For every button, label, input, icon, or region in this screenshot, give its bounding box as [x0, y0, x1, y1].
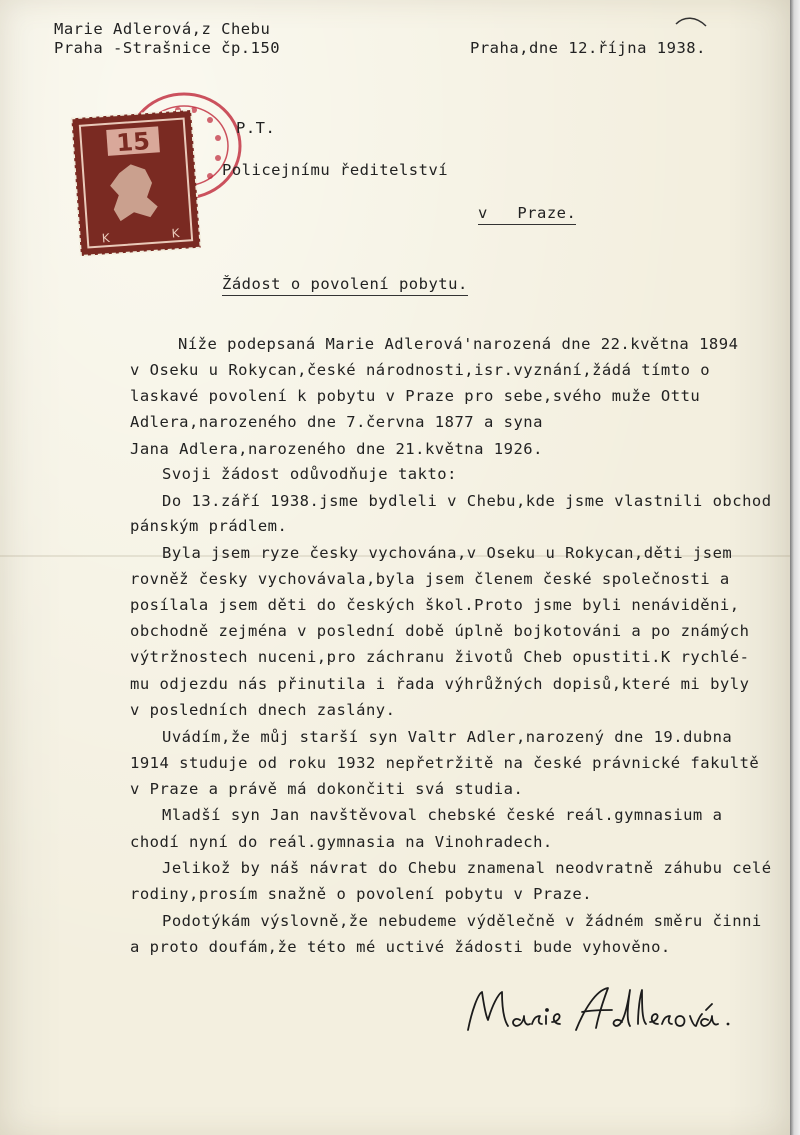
body-line: Podotýkám výslovně,že nebudeme výdělečně v žádném směru činni	[162, 912, 762, 930]
body-line: obchodně zejména v poslední době úplně bojkotováni a po známých	[130, 622, 750, 640]
body-line: rodiny,prosím snažně o povolení pobytu v Praze.	[130, 885, 593, 903]
body-line: pánským prádlem.	[130, 517, 288, 535]
paper-edge	[790, 0, 800, 1135]
date-line: Praha,dne 12.října 1938.	[470, 39, 706, 57]
sender-address: Praha -Strašnice čp.150	[54, 39, 281, 57]
body-line: v Praze a právě má dokončiti svá studia.	[130, 780, 524, 798]
body-line: chodí nyní do reál.gymnasia na Vinohradech.	[130, 833, 553, 851]
revenue-stamp	[69, 108, 203, 258]
addressee-salutation: P.T.	[236, 119, 276, 137]
body-line: Mladší syn Jan navštěvoval chebské české reál.gymnasium a	[162, 806, 723, 824]
body-line: Níže podepsaná Marie Adlerová'narozená dne 22.května 1894	[178, 335, 739, 353]
svg-text:K: K	[171, 226, 180, 241]
subject: Žádost o povolení pobytu.	[222, 275, 468, 296]
addressee-city: v Praze.	[478, 204, 576, 225]
corner-curl-mark	[672, 12, 712, 32]
svg-text:K: K	[101, 230, 111, 246]
handwritten-signature	[462, 980, 742, 1040]
body-line: Uvádím,že můj starší syn Valtr Adler,narozený dne 19.dubna	[162, 728, 733, 746]
body-line: výtržnostech nuceni,pro záchranu životů Cheb opustiti.K rychlé-	[130, 648, 750, 666]
body-line: rovněž česky vychovávala,byla jsem členem české společnosti a	[130, 570, 730, 588]
body-line: laskavé povolení k pobytu v Praze pro sebe,svého muže Ottu	[130, 387, 701, 405]
addressee-office: Policejnímu ředitelství	[222, 161, 449, 179]
body-line: v posledních dnech zaslány.	[130, 701, 396, 719]
body-line: 1914 studuje od roku 1932 nepřetržitě na české právnické fakultě	[130, 754, 760, 772]
body-line: v Oseku u Rokycan,české národnosti,isr.vyznání,žádá tímto o	[130, 361, 711, 379]
body-line: mu odjezdu nás přinutila i řada výhrůžných dopisů,které mi byly	[130, 675, 750, 693]
sender-name: Marie Adlerová,z Chebu	[54, 20, 271, 38]
body-line: Jelikož by náš návrat do Chebu znamenal neodvratně záhubu celé	[162, 859, 772, 877]
subject-line	[222, 275, 468, 294]
body-line: Svoji žádost odůvodňuje takto:	[162, 465, 457, 483]
body-line: Jana Adlera,narozeného dne 21.května 1926.	[130, 440, 543, 458]
body-line: Byla jsem ryze česky vychována,v Oseku u Rokycan,děti jsem	[162, 544, 733, 562]
body-line: posílala jsem děti do českých škol.Proto jsme byli nenáviděni,	[130, 596, 740, 614]
addressee-city-line	[478, 204, 576, 223]
body-line: Adlera,narozeného dne 7.června 1877 a syna	[130, 413, 543, 431]
svg-text:15: 15	[115, 126, 151, 158]
body-line: a proto doufám,že této mé uctivé žádosti bude vyhověno.	[130, 938, 671, 956]
body-line: Do 13.září 1938.jsme bydleli v Chebu,kde jsme vlastnili obchod	[162, 492, 772, 510]
